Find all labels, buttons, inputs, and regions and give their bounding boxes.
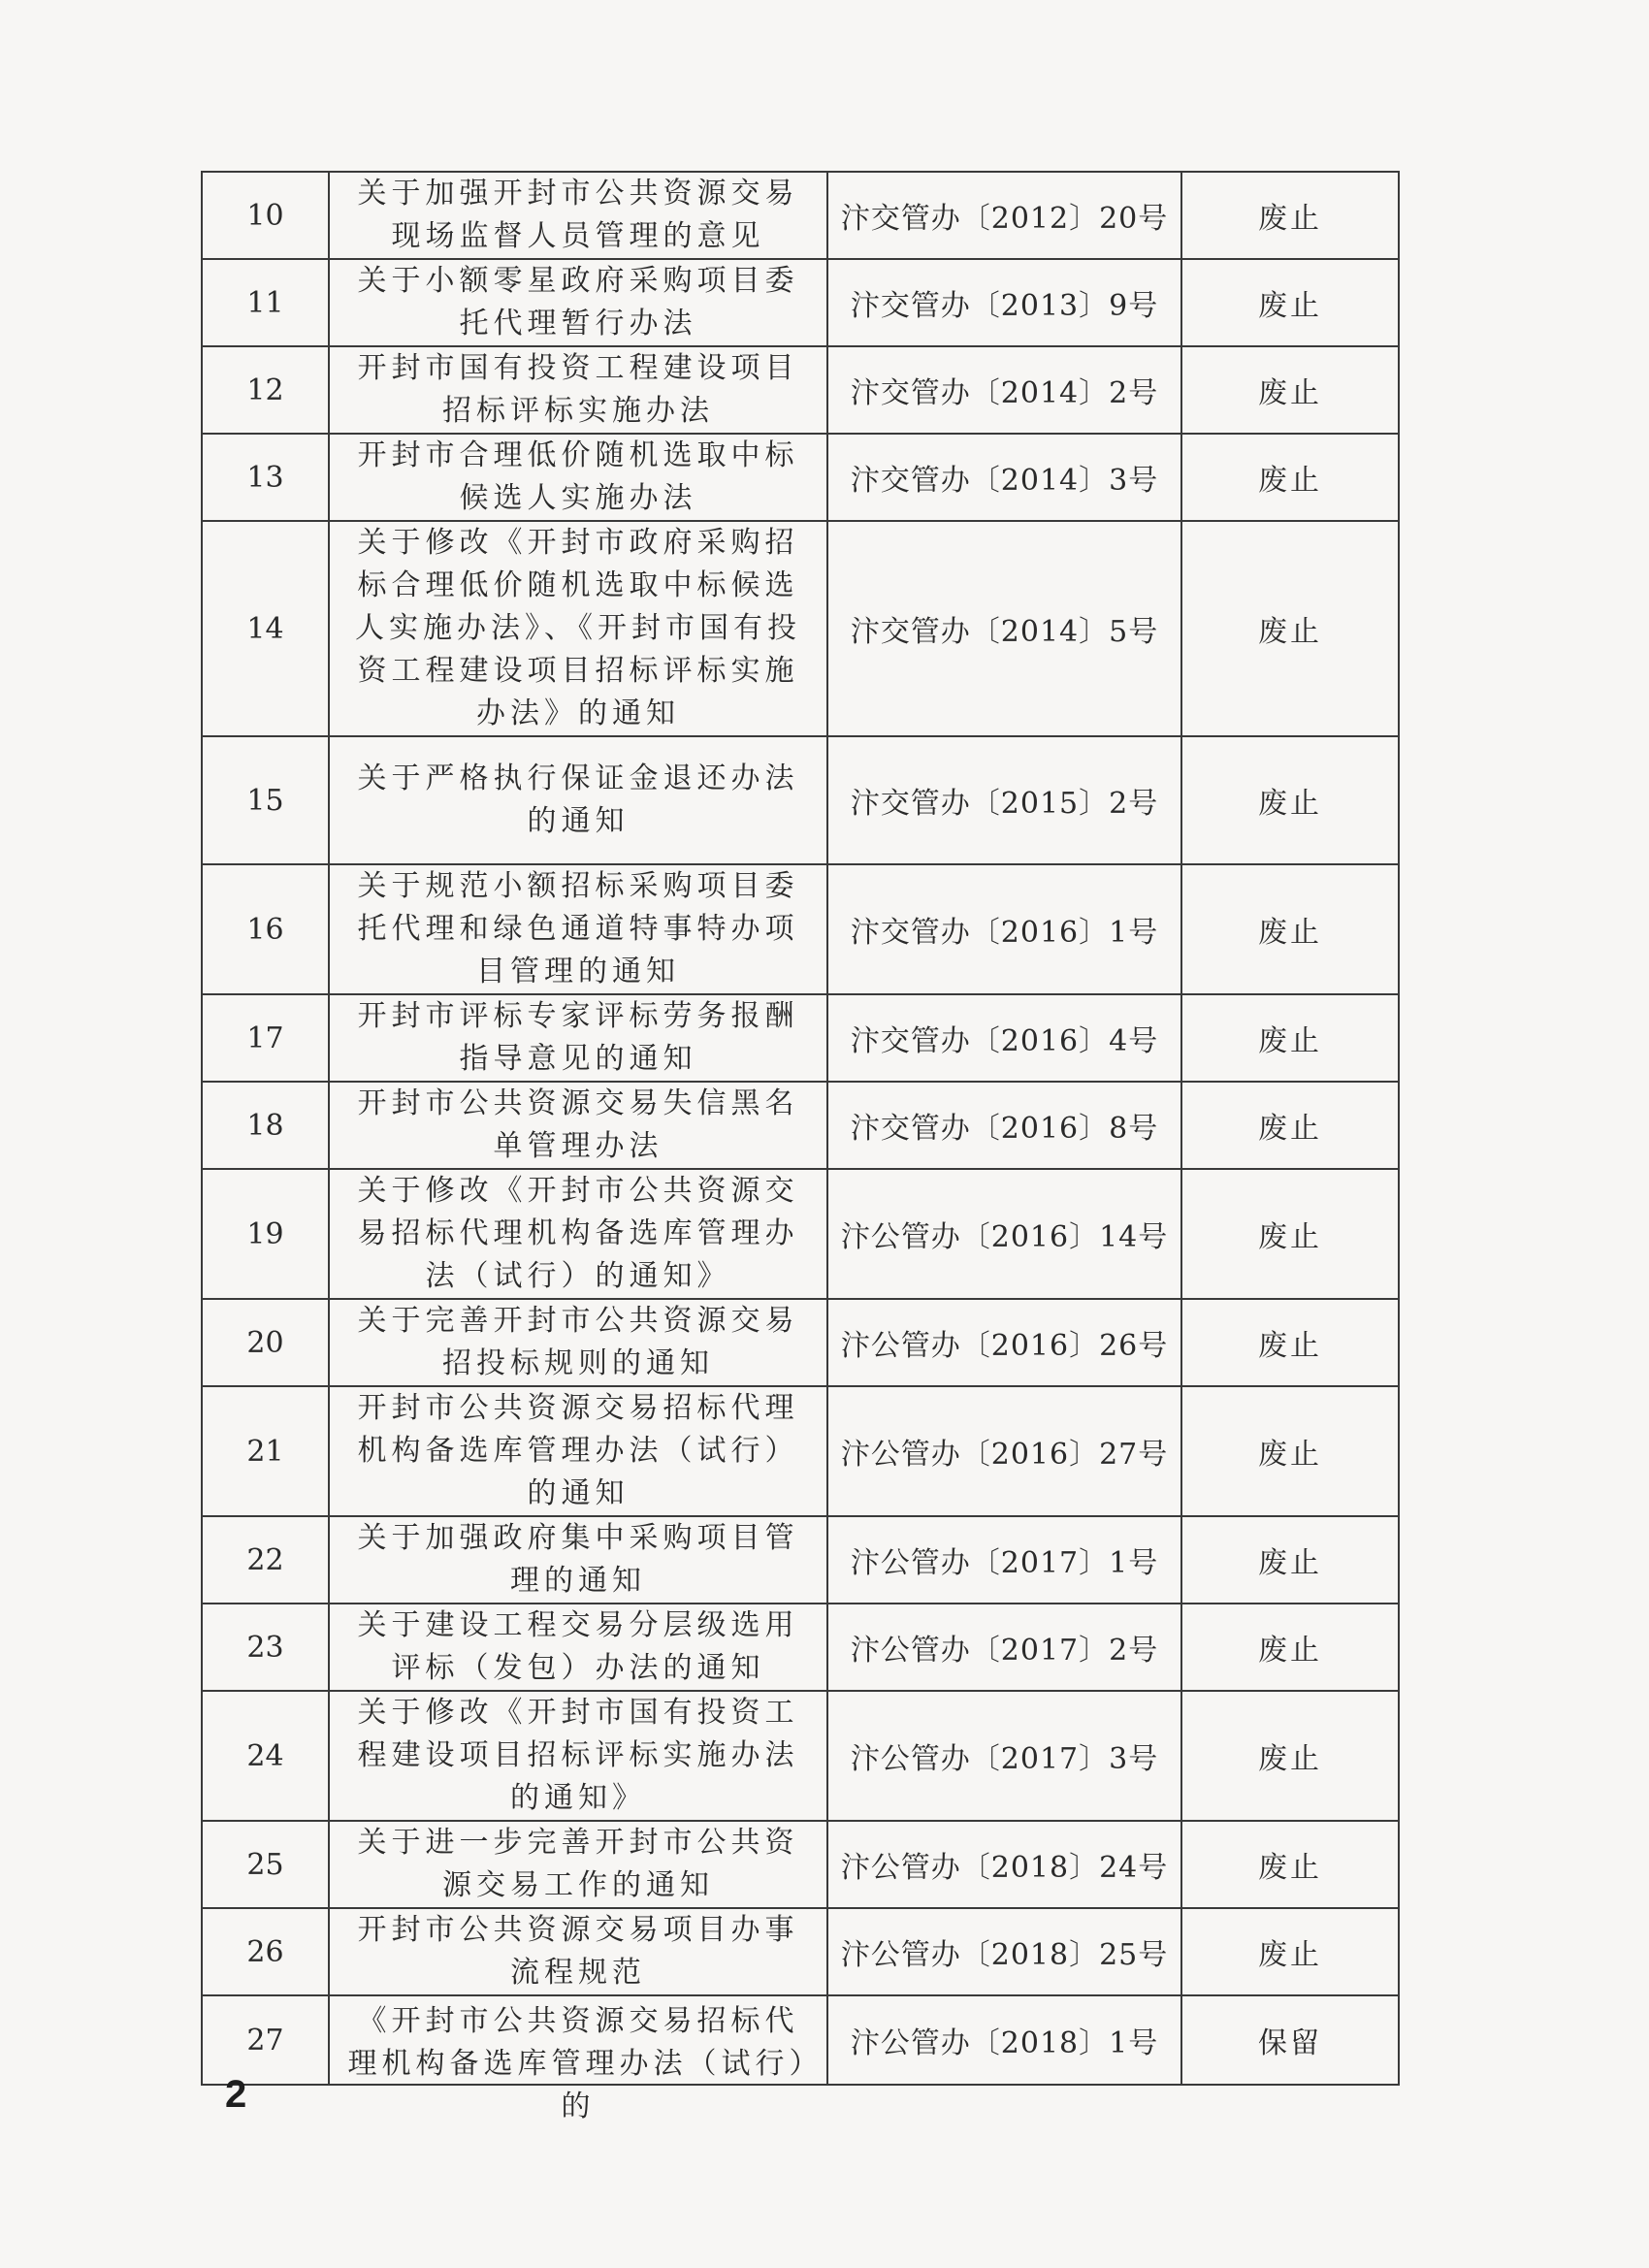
page-number: 2 [225,2073,247,2116]
document-number: 汴公管办〔2018〕25号 [827,1908,1181,1995]
table-row [202,1082,1399,1169]
status-cell: 废止 [1181,1604,1399,1691]
table-row [202,434,1399,521]
status-cell: 废止 [1181,1299,1399,1386]
document-title: 关于规范小额招标采购项目委托代理和绿色通道特事特办项目管理的通知 [357,869,799,988]
table-row [202,994,1399,1082]
row-number: 24 [202,1691,329,1821]
document-title: 开封市评标专家评标劳务报酬指导意见的通知 [357,999,799,1076]
table-row [202,521,1399,736]
document-title-cell [329,864,827,994]
row-number: 15 [202,736,329,864]
status-cell: 废止 [1181,346,1399,434]
table-row [202,259,1399,346]
document-title-cell [329,1604,827,1691]
document-title: 关于建设工程交易分层级选用评标（发包）办法的通知 [357,1608,799,1685]
document-title: 关于修改《开封市政府采购招标合理低价随机选取中标候选人实施办法》、《开封市国有投资工程建设项目招标评标实施办法》的通知 [355,526,801,730]
table-row [202,172,1399,259]
document-title-cell [329,1299,827,1386]
document-number: 汴交管办〔2014〕2号 [827,346,1181,434]
status-cell: 废止 [1181,172,1399,259]
table-body [202,172,1399,2123]
row-number: 25 [202,1821,329,1908]
table-row [202,1169,1399,1299]
status-cell: 废止 [1181,1821,1399,1908]
document-title: 关于加强开封市公共资源交易现场监督人员管理的意见 [357,177,799,253]
row-number: 16 [202,864,329,994]
status-cell: 废止 [1181,1082,1399,1169]
document-number: 汴公管办〔2017〕2号 [827,1604,1181,1691]
status-cell: 废止 [1181,259,1399,346]
document-title: 关于加强政府集中采购项目管理的通知 [357,1521,799,1598]
status-cell: 废止 [1181,434,1399,521]
document-title: 开封市合理低价随机选取中标候选人实施办法 [357,438,799,515]
status-cell: 废止 [1181,521,1399,736]
document-number: 汴公管办〔2018〕24号 [827,1821,1181,1908]
document-title: 关于小额零星政府采购项目委托代理暂行办法 [357,264,799,340]
document-number: 汴公管办〔2016〕27号 [827,1386,1181,1516]
document-number: 汴公管办〔2016〕14号 [827,1169,1181,1299]
document-number: 汴交管办〔2016〕1号 [827,864,1181,994]
status-cell: 废止 [1181,994,1399,1082]
document-title: 开封市公共资源交易项目办事流程规范 [357,1913,799,1990]
row-number: 21 [202,1386,329,1516]
document-title: 《开封市公共资源交易招标代理机构备选库管理办法（试行）的 [347,2004,809,2123]
status-cell: 废止 [1181,1386,1399,1516]
row-number: 26 [202,1908,329,1995]
row-number: 19 [202,1169,329,1299]
row-number: 11 [202,259,329,346]
document-number: 汴交管办〔2015〕2号 [827,736,1181,864]
document-title-cell [329,1082,827,1169]
document-title-cell [329,1821,827,1908]
regulation-table [201,171,1400,2123]
document-title-cell [329,1169,827,1299]
document-number: 汴交管办〔2013〕9号 [827,259,1181,346]
document-title-cell [329,172,827,259]
document-number: 汴交管办〔2014〕3号 [827,434,1181,521]
status-cell: 废止 [1181,1516,1399,1604]
row-number: 23 [202,1604,329,1691]
table-row [202,736,1399,864]
row-number: 14 [202,521,329,736]
document-title-cell [329,1908,827,1995]
table-row [202,1995,1399,2085]
table-row [202,1386,1399,1516]
document-title-cell [329,1516,827,1604]
document-title: 关于完善开封市公共资源交易招投标规则的通知 [357,1304,799,1380]
document-number: 汴交管办〔2016〕4号 [827,994,1181,1082]
status-cell: 保留 [1181,1995,1399,2085]
document-title: 关于修改《开封市公共资源交易招标代理机构备选库管理办法（试行）的通知》 [357,1174,799,1293]
document-title: 开封市公共资源交易招标代理机构备选库管理办法（试行）的通知 [357,1391,799,1510]
status-cell: 废止 [1181,1691,1399,1821]
row-number: 27 [202,1995,329,2085]
table-row [202,1516,1399,1604]
document-number: 汴交管办〔2016〕8号 [827,1082,1181,1169]
status-cell: 废止 [1181,864,1399,994]
document-number: 汴公管办〔2018〕1号 [827,1995,1181,2085]
document-title-cell [329,434,827,521]
document-title: 关于进一步完善开封市公共资源交易工作的通知 [357,1826,799,1902]
document-number: 汴公管办〔2017〕3号 [827,1691,1181,1821]
status-cell: 废止 [1181,1169,1399,1299]
document-title-cell [329,259,827,346]
document-title-cell [329,521,827,736]
document-title: 关于严格执行保证金退还办法的通知 [357,761,799,838]
document-title-cell [329,994,827,1082]
document-title: 开封市公共资源交易失信黑名单管理办法 [357,1086,799,1163]
row-number: 13 [202,434,329,521]
status-cell: 废止 [1181,1908,1399,1995]
document-title-cell [329,1691,827,1821]
table-row [202,1299,1399,1386]
row-number: 12 [202,346,329,434]
table-row [202,864,1399,994]
table-row [202,1908,1399,1995]
row-number: 20 [202,1299,329,1386]
document-number: 汴交管办〔2014〕5号 [827,521,1181,736]
table-row [202,1691,1399,1821]
table-row [202,1604,1399,1691]
table-row [202,1821,1399,1908]
row-number: 18 [202,1082,329,1169]
document-title: 关于修改《开封市国有投资工程建设项目招标评标实施办法的通知》 [357,1696,799,1815]
status-cell: 废止 [1181,736,1399,864]
document-number: 汴公管办〔2017〕1号 [827,1516,1181,1604]
document-number: 汴公管办〔2016〕26号 [827,1299,1181,1386]
document-title: 开封市国有投资工程建设项目招标评标实施办法 [357,351,799,428]
row-number: 22 [202,1516,329,1604]
document-title-cell [329,1386,827,1516]
table-row [202,346,1399,434]
document-title-cell [329,1995,827,2123]
document-title-cell [329,346,827,434]
document-number: 汴交管办〔2012〕20号 [827,172,1181,259]
document-title-cell [329,736,827,864]
row-number: 17 [202,994,329,1082]
row-number: 10 [202,172,329,259]
